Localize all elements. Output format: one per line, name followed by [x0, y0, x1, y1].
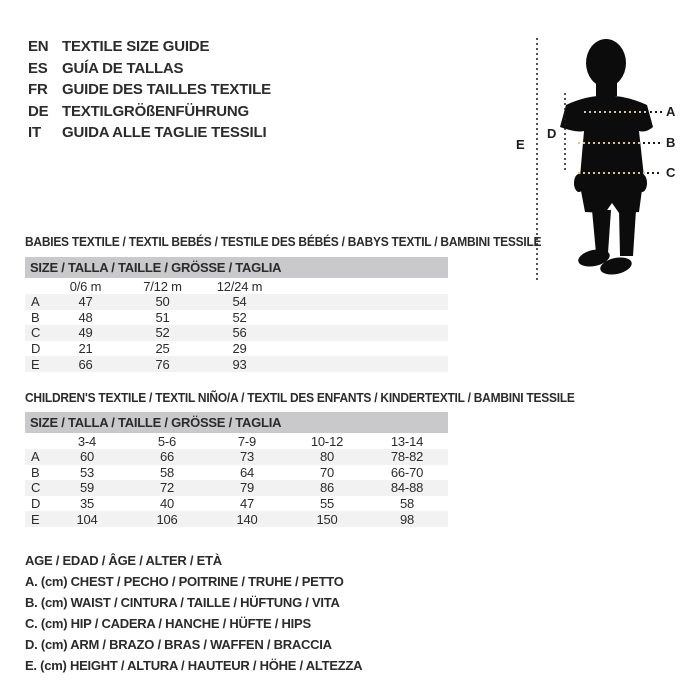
cell-value: 54	[232, 294, 247, 310]
table-row	[25, 480, 448, 496]
legend-waist: B. (cm) WAIST / CINTURA / TAILLE / HÜFTUNG / VITA	[25, 595, 340, 610]
cell-value: 84-88	[390, 480, 424, 496]
language-title-list	[28, 36, 271, 144]
children-column-headers	[25, 434, 448, 449]
cell-value: 58	[159, 464, 175, 480]
babies-section-title: BABIES TEXTILE / TEXTIL BEBÉS / TESTILE DES BÉBÉS / BABYS TEXTIL / BAMBINI TESSILE	[25, 234, 542, 249]
children-size-header-bar: SIZE / TALLA / TAILLE / GRÖSSE / TAGLIA	[25, 412, 448, 433]
cell-value: 140	[236, 511, 258, 527]
column-header: 3-4	[77, 434, 97, 449]
cell-value: 86	[319, 480, 335, 496]
row-label: E	[31, 511, 40, 527]
column-header: 5-6	[157, 434, 177, 449]
lang-code: IT	[28, 124, 41, 142]
children-section-title: CHILDREN'S TEXTILE / TEXTIL NIÑO/A / TEXTIL DES ENFANTS / KINDERTEXTIL / BAMBINI TESSILE	[25, 390, 575, 405]
table-row	[25, 465, 448, 481]
legend-hip: C. (cm) HIP / CADERA / HANCHE / HÜFTE / HIPS	[25, 616, 311, 631]
figure-label-e: E	[516, 137, 525, 152]
cell-value: 40	[159, 496, 175, 512]
lang-title: TEXTILGRÖßENFÜHRUNG	[62, 102, 250, 120]
cell-value: 70	[319, 464, 335, 480]
measurement-figure	[500, 25, 700, 290]
cell-value: 47	[239, 496, 255, 512]
column-header: 13-14	[390, 434, 424, 449]
cell-value: 48	[78, 309, 93, 325]
lang-code: ES	[28, 59, 48, 77]
cell-value: 72	[159, 480, 175, 496]
lang-row-fr	[28, 79, 271, 101]
row-label: A	[31, 294, 40, 310]
cell-value: 50	[155, 294, 170, 310]
lang-title: TEXTILE SIZE GUIDE	[62, 38, 210, 56]
lang-row-it	[28, 122, 271, 144]
column-header: 10-12	[310, 434, 344, 449]
table-row	[25, 294, 448, 310]
cell-value: 21	[78, 341, 93, 357]
cell-value: 98	[399, 511, 415, 527]
cell-value: 78-82	[390, 449, 424, 465]
cell-value: 59	[79, 480, 95, 496]
column-header: 12/24 m	[216, 279, 263, 294]
cell-value: 47	[78, 294, 93, 310]
cell-value: 79	[239, 480, 255, 496]
legend-age: AGE / EDAD / ÂGE / ALTER / ETÀ	[25, 553, 222, 568]
cell-value: 49	[78, 325, 93, 341]
lang-row-de	[28, 101, 271, 123]
row-label: B	[31, 464, 40, 480]
cell-value: 51	[155, 309, 170, 325]
row-label: C	[31, 480, 41, 496]
table-row	[25, 356, 448, 372]
figure-label-a: A	[666, 104, 676, 119]
cell-value: 73	[239, 449, 255, 465]
cell-value: 93	[232, 356, 247, 372]
legend-chest: A. (cm) CHEST / PECHO / POITRINE / TRUHE / PETTO	[25, 574, 344, 589]
child-silhouette-icon	[560, 39, 653, 277]
cell-value: 55	[319, 496, 335, 512]
cell-value: 52	[155, 325, 170, 341]
cell-value: 29	[232, 341, 247, 357]
lang-code: DE	[28, 102, 49, 120]
cell-value: 58	[399, 496, 415, 512]
figure-label-b: B	[666, 135, 676, 150]
cell-value: 64	[239, 464, 255, 480]
table-row	[25, 449, 448, 465]
babies-size-table	[25, 279, 448, 372]
row-label: C	[31, 325, 41, 341]
cell-value: 66-70	[390, 464, 424, 480]
row-label: A	[31, 449, 40, 465]
cell-value: 53	[79, 464, 95, 480]
cell-value: 35	[79, 496, 95, 512]
legend-height: E. (cm) HEIGHT / ALTURA / HAUTEUR / HÖHE / ALTEZZA	[25, 658, 363, 673]
lang-code: EN	[28, 38, 49, 56]
row-label: D	[31, 496, 41, 512]
table-row	[25, 496, 448, 512]
lang-title: GUIDA ALLE TAGLIE TESSILI	[62, 124, 267, 142]
row-label: D	[31, 341, 41, 357]
cell-value: 66	[78, 356, 93, 372]
column-header: 7/12 m	[143, 279, 182, 294]
table-row	[25, 511, 448, 527]
legend-arm: D. (cm) ARM / BRAZO / BRAS / WAFFEN / BRACCIA	[25, 637, 332, 652]
lang-row-en	[28, 36, 271, 58]
row-label: B	[31, 309, 40, 325]
table-row	[25, 341, 448, 357]
table-row	[25, 325, 448, 341]
figure-label-d: D	[547, 126, 557, 141]
lang-title: GUÍA DE TALLAS	[62, 59, 184, 77]
cell-value: 150	[316, 511, 338, 527]
lang-code: FR	[28, 81, 48, 99]
table-row	[25, 310, 448, 326]
cell-value: 76	[155, 356, 170, 372]
cell-value: 104	[76, 511, 98, 527]
row-label: E	[31, 356, 40, 372]
cell-value: 106	[156, 511, 178, 527]
figure-label-c: C	[666, 165, 676, 180]
children-size-table	[25, 434, 448, 527]
cell-value: 60	[79, 449, 95, 465]
lang-title: GUIDE DES TAILLES TEXTILE	[62, 81, 271, 99]
measurement-legend	[25, 550, 362, 676]
cell-value: 80	[319, 449, 335, 465]
cell-value: 66	[159, 449, 175, 465]
lang-row-es	[28, 58, 271, 80]
cell-value: 25	[155, 341, 170, 357]
column-header: 7-9	[237, 434, 257, 449]
column-header: 0/6 m	[69, 279, 102, 294]
cell-value: 52	[232, 309, 247, 325]
babies-column-headers	[25, 279, 448, 294]
babies-size-header-bar: SIZE / TALLA / TAILLE / GRÖSSE / TAGLIA	[25, 257, 448, 278]
cell-value: 56	[232, 325, 247, 341]
